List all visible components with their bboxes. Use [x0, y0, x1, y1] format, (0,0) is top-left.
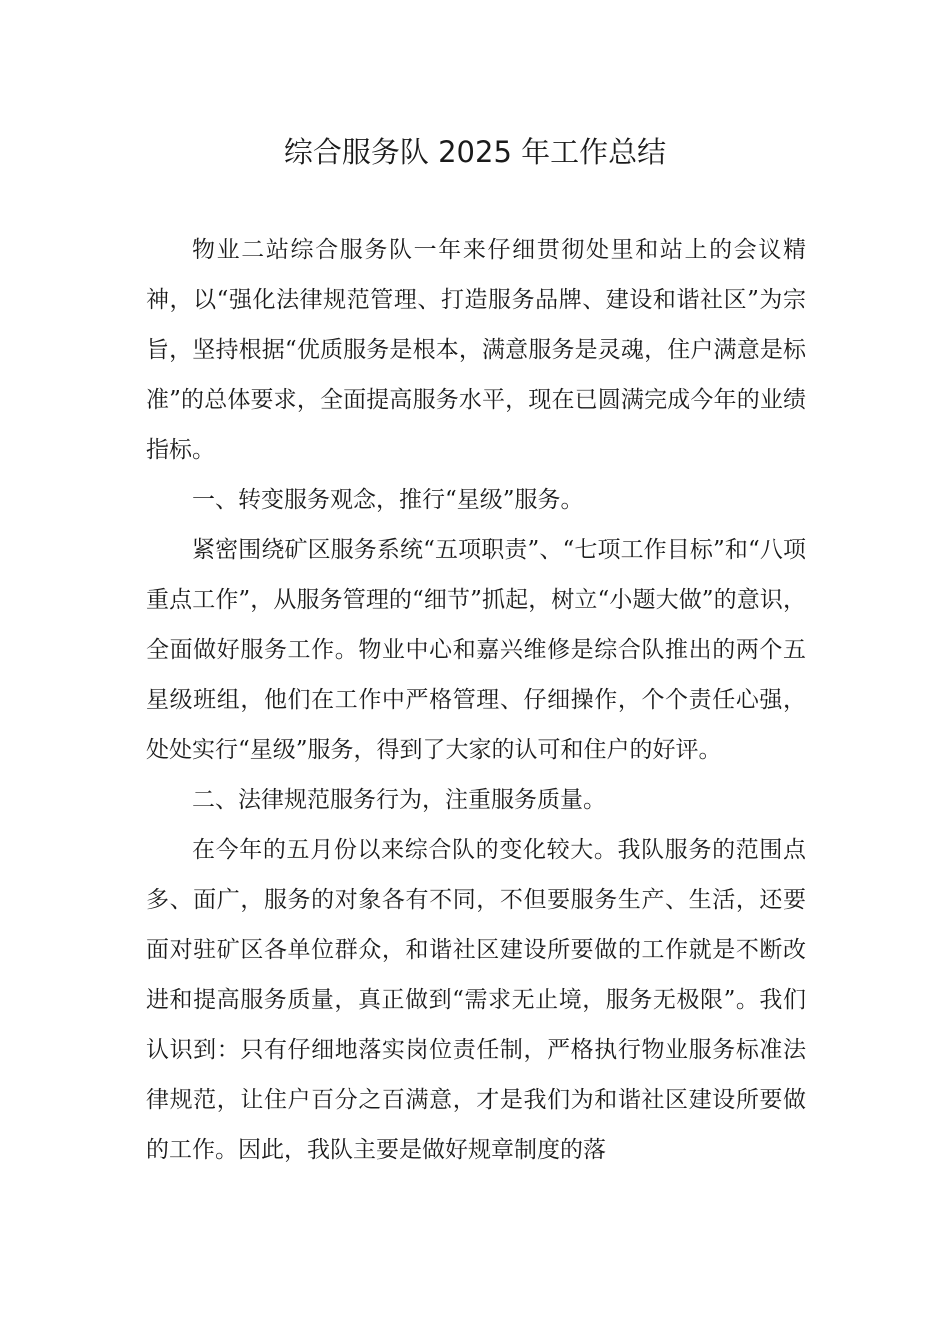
section-heading-2: 二、法律规范服务行为，注重服务质量。 [192, 787, 606, 813]
section-heading-1: 一、转变服务观念，推行“星级”服务。 [192, 487, 584, 513]
paragraph-intro: 物业二站综合服务队一年来仔细贯彻处里和站上的会议精神，以“强化法律规范管理、打造服务品牌、建设和谐社区”为宗旨，坚持根据“优质服务是根本，满意服务是灵魂，住户满意是标准”的总体要求，全面提高服务水平，现在已圆满完成今年的业绩指标。 [146, 237, 806, 463]
document-body [146, 225, 806, 1175]
paragraph-section-2: 在今年的五月份以来综合队的变化较大。我队服务的范围点多、面广，服务的对象各有不同，不但要服务生产、生活，还要面对驻矿区各单位群众，和谐社区建设所要做的工作就是不断改进和提高服务质量，真正做到“需求无止境，服务无极限”。我们认识到：只有仔细地落实岗位责任制，严格执行物业服务标准法律规范，让住户百分之百满意，才是我们为和谐社区建设所要做的工作。因此，我队主要是做好规章制度的落 [146, 837, 806, 1163]
document-title: 综合服务队 2025 年工作总结 [283, 135, 667, 169]
paragraph-section-1: 紧密围绕矿区服务系统“五项职责”、“七项工作目标”和“八项重点工作”，从服务管理的“细节”抓起，树立“小题大做”的意识，全面做好服务工作。物业中心和嘉兴维修是综合队推出的两个五星级班组，他们在工作中严格管理、仔细操作，个个责任心强，处处实行“星级”服务，得到了大家的认可和住户的好评。 [146, 537, 806, 763]
